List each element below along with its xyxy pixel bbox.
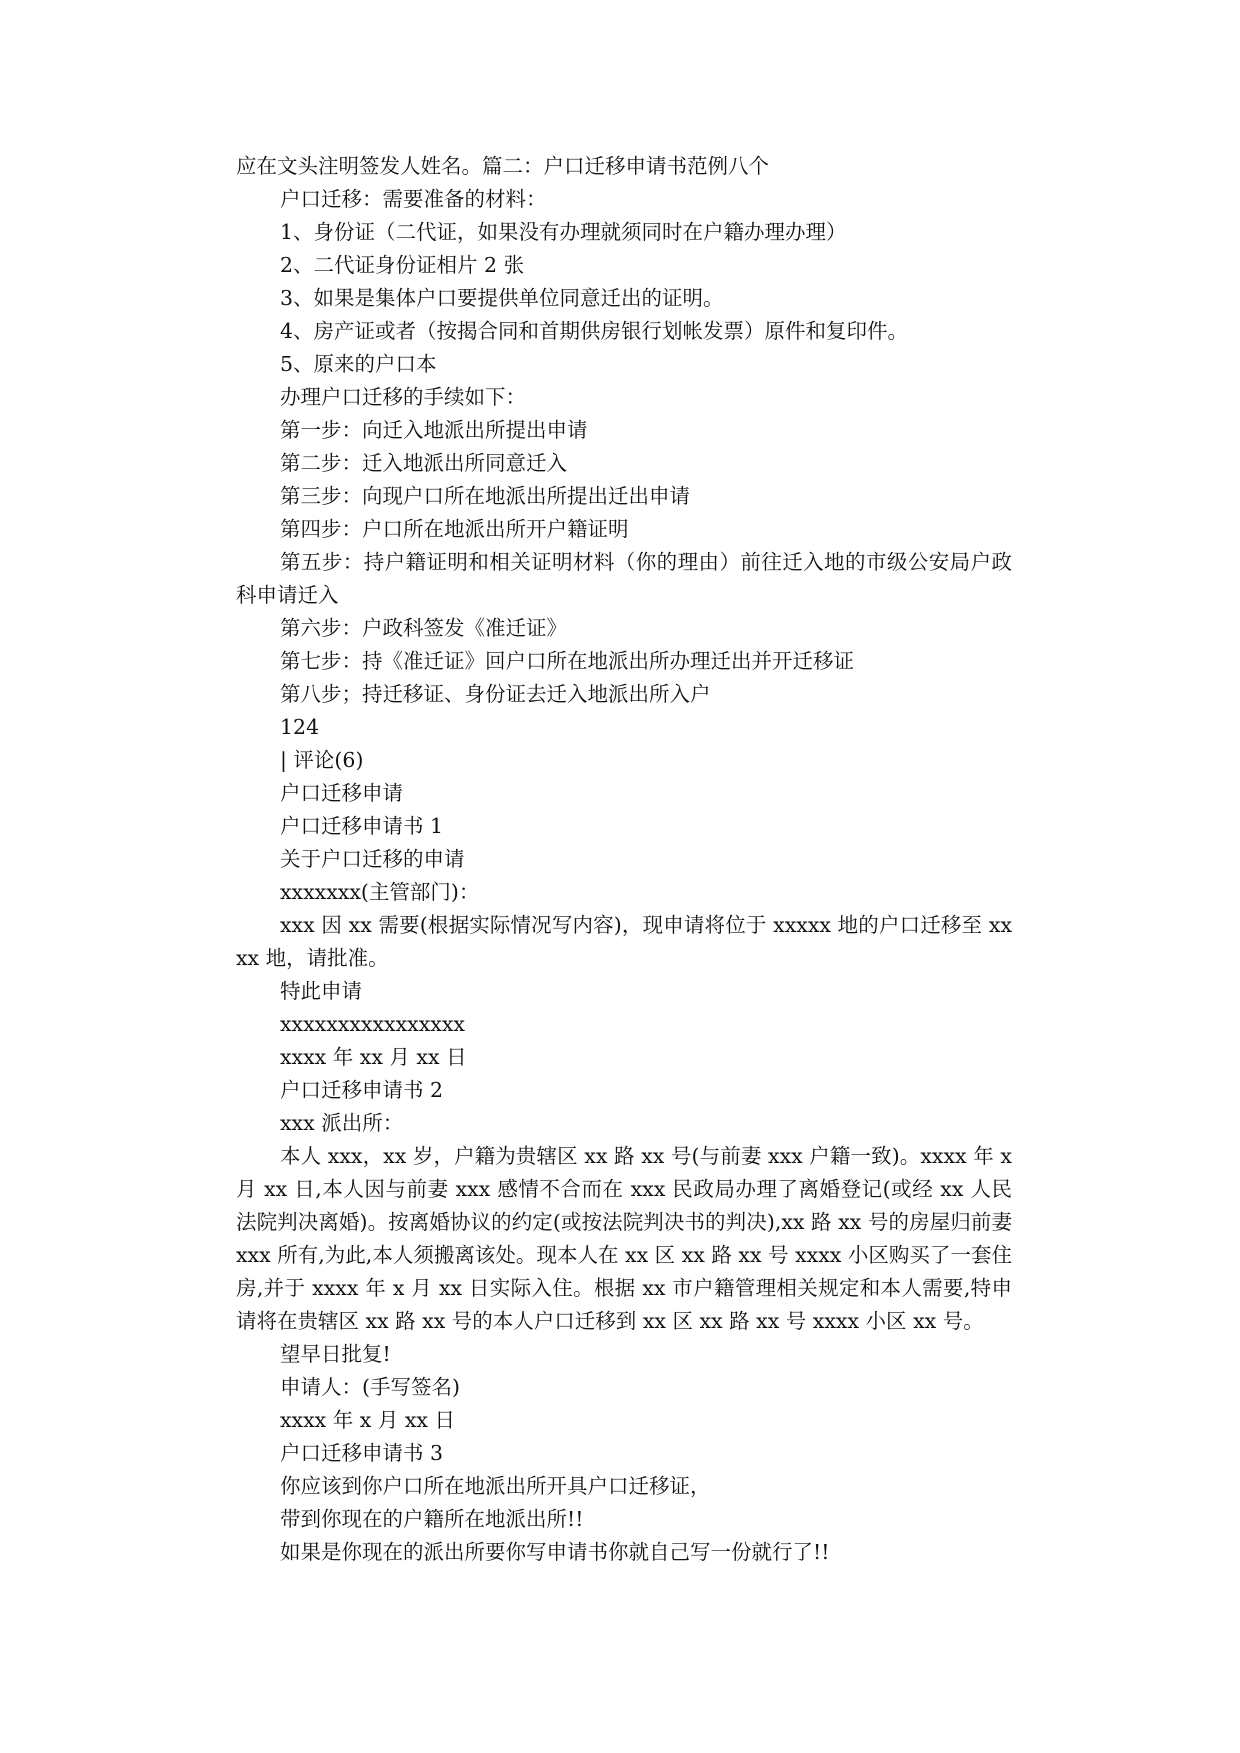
date-line: xxxx 年 xx 月 xx 日	[280, 1045, 467, 1069]
section-title: 户口迁移申请书 2	[280, 1078, 444, 1102]
step-line: 第六步：户政科签发《准迁证》	[280, 616, 567, 640]
text-line: xxxxxxxxxxxxxxxx	[280, 1012, 465, 1036]
text-line: 特此申请	[280, 979, 362, 1003]
section-title: 户口迁移申请书 3	[280, 1441, 444, 1465]
step-line: 第三步：向现户口所在地派出所提出迁出申请	[280, 484, 690, 508]
step-line: 第四步：户口所在地派出所开户籍证明	[280, 517, 629, 541]
body-paragraph: 本人 xxx，xx 岁，户籍为贵辖区 xx 路 xx 号(与前妻 xxx 户籍一致)。xxxx 年 x 月 xx 日,本人因与前妻 xxx 感情不合而在 xxx 民政局办理了离婚登记(或经 xx 人民法院判决离婚)。按离婚协议的约定(或按法院判决书的判决),xx 路 xx 号的房屋归前妻 xxx 所有,为此,本人须搬离该处。现本人在 xx 区 xx 路 xx 号 xxxx 小区购买了一套住房,并于 xxxx 年 x 月 xx 日实际入住。根据 xx 市户籍管理相关规定和本人需要,特申请将在贵辖区 xx 路 xx 号的本人户口迁移到 xx 区 xx 路 xx 号 xxxx 小区 xx 号。	[236, 1144, 1012, 1333]
step-line: 第二步：迁入地派出所同意迁入	[280, 451, 567, 475]
step-paragraph: 第五步：持户籍证明和相关证明材料（你的理由）前往迁入地的市级公安局户政科申请迁入	[236, 550, 1012, 607]
text-line: 如果是你现在的派出所要你写申请书你就自己写一份就行了!!	[280, 1540, 830, 1564]
text-line: 户口迁移：需要准备的材料：	[280, 187, 547, 211]
text-line: 你应该到你户口所在地派出所开具户口迁移证，	[280, 1474, 711, 1498]
text-line: xxxxxxx(主管部门)：	[280, 880, 480, 904]
list-item: 5、原来的户口本	[280, 352, 437, 376]
step-line: 第七步：持《准迁证》回户口所在地派出所办理迁出并开迁移证	[280, 649, 854, 673]
section-title: 户口迁移申请	[280, 781, 403, 805]
list-item: 4、房产证或者（按揭合同和首期供房银行划帐发票）原件和复印件。	[280, 319, 909, 343]
date-line: xxxx 年 x 月 xx 日	[280, 1408, 456, 1432]
step-line: 第八步；持迁移证、身份证去迁入地派出所入户	[280, 682, 711, 706]
text-line: 带到你现在的户籍所在地派出所!!	[280, 1507, 584, 1531]
list-item: 2、二代证身份证相片 2 张	[280, 253, 525, 277]
text-line: 关于户口迁移的申请	[280, 847, 465, 871]
section-title: 户口迁移申请书 1	[280, 814, 444, 838]
text-line: 申请人：(手写签名)	[280, 1375, 460, 1399]
comments-link: | 评论(6)	[280, 748, 364, 772]
text-line: 望早日批复!	[280, 1342, 391, 1366]
list-item: 3、如果是集体户口要提供单位同意迁出的证明。	[280, 286, 724, 310]
text-line: 办理户口迁移的手续如下：	[280, 385, 526, 409]
text-line: 应在文头注明签发人姓名。篇二：户口迁移申请书范例八个	[236, 154, 769, 178]
body-paragraph: xxx 因 xx 需要(根据实际情况写内容)，现申请将位于 xxxxx 地的户口迁移至 xxxx 地，请批准。	[236, 913, 1012, 970]
document-page	[236, 150, 1012, 1569]
text-line: xxx 派出所：	[280, 1111, 404, 1135]
step-line: 第一步：向迁入地派出所提出申请	[280, 418, 588, 442]
count-text: 124	[280, 715, 320, 739]
list-item: 1、身份证（二代证，如果没有办理就须同时在户籍办理办理）	[280, 220, 847, 244]
